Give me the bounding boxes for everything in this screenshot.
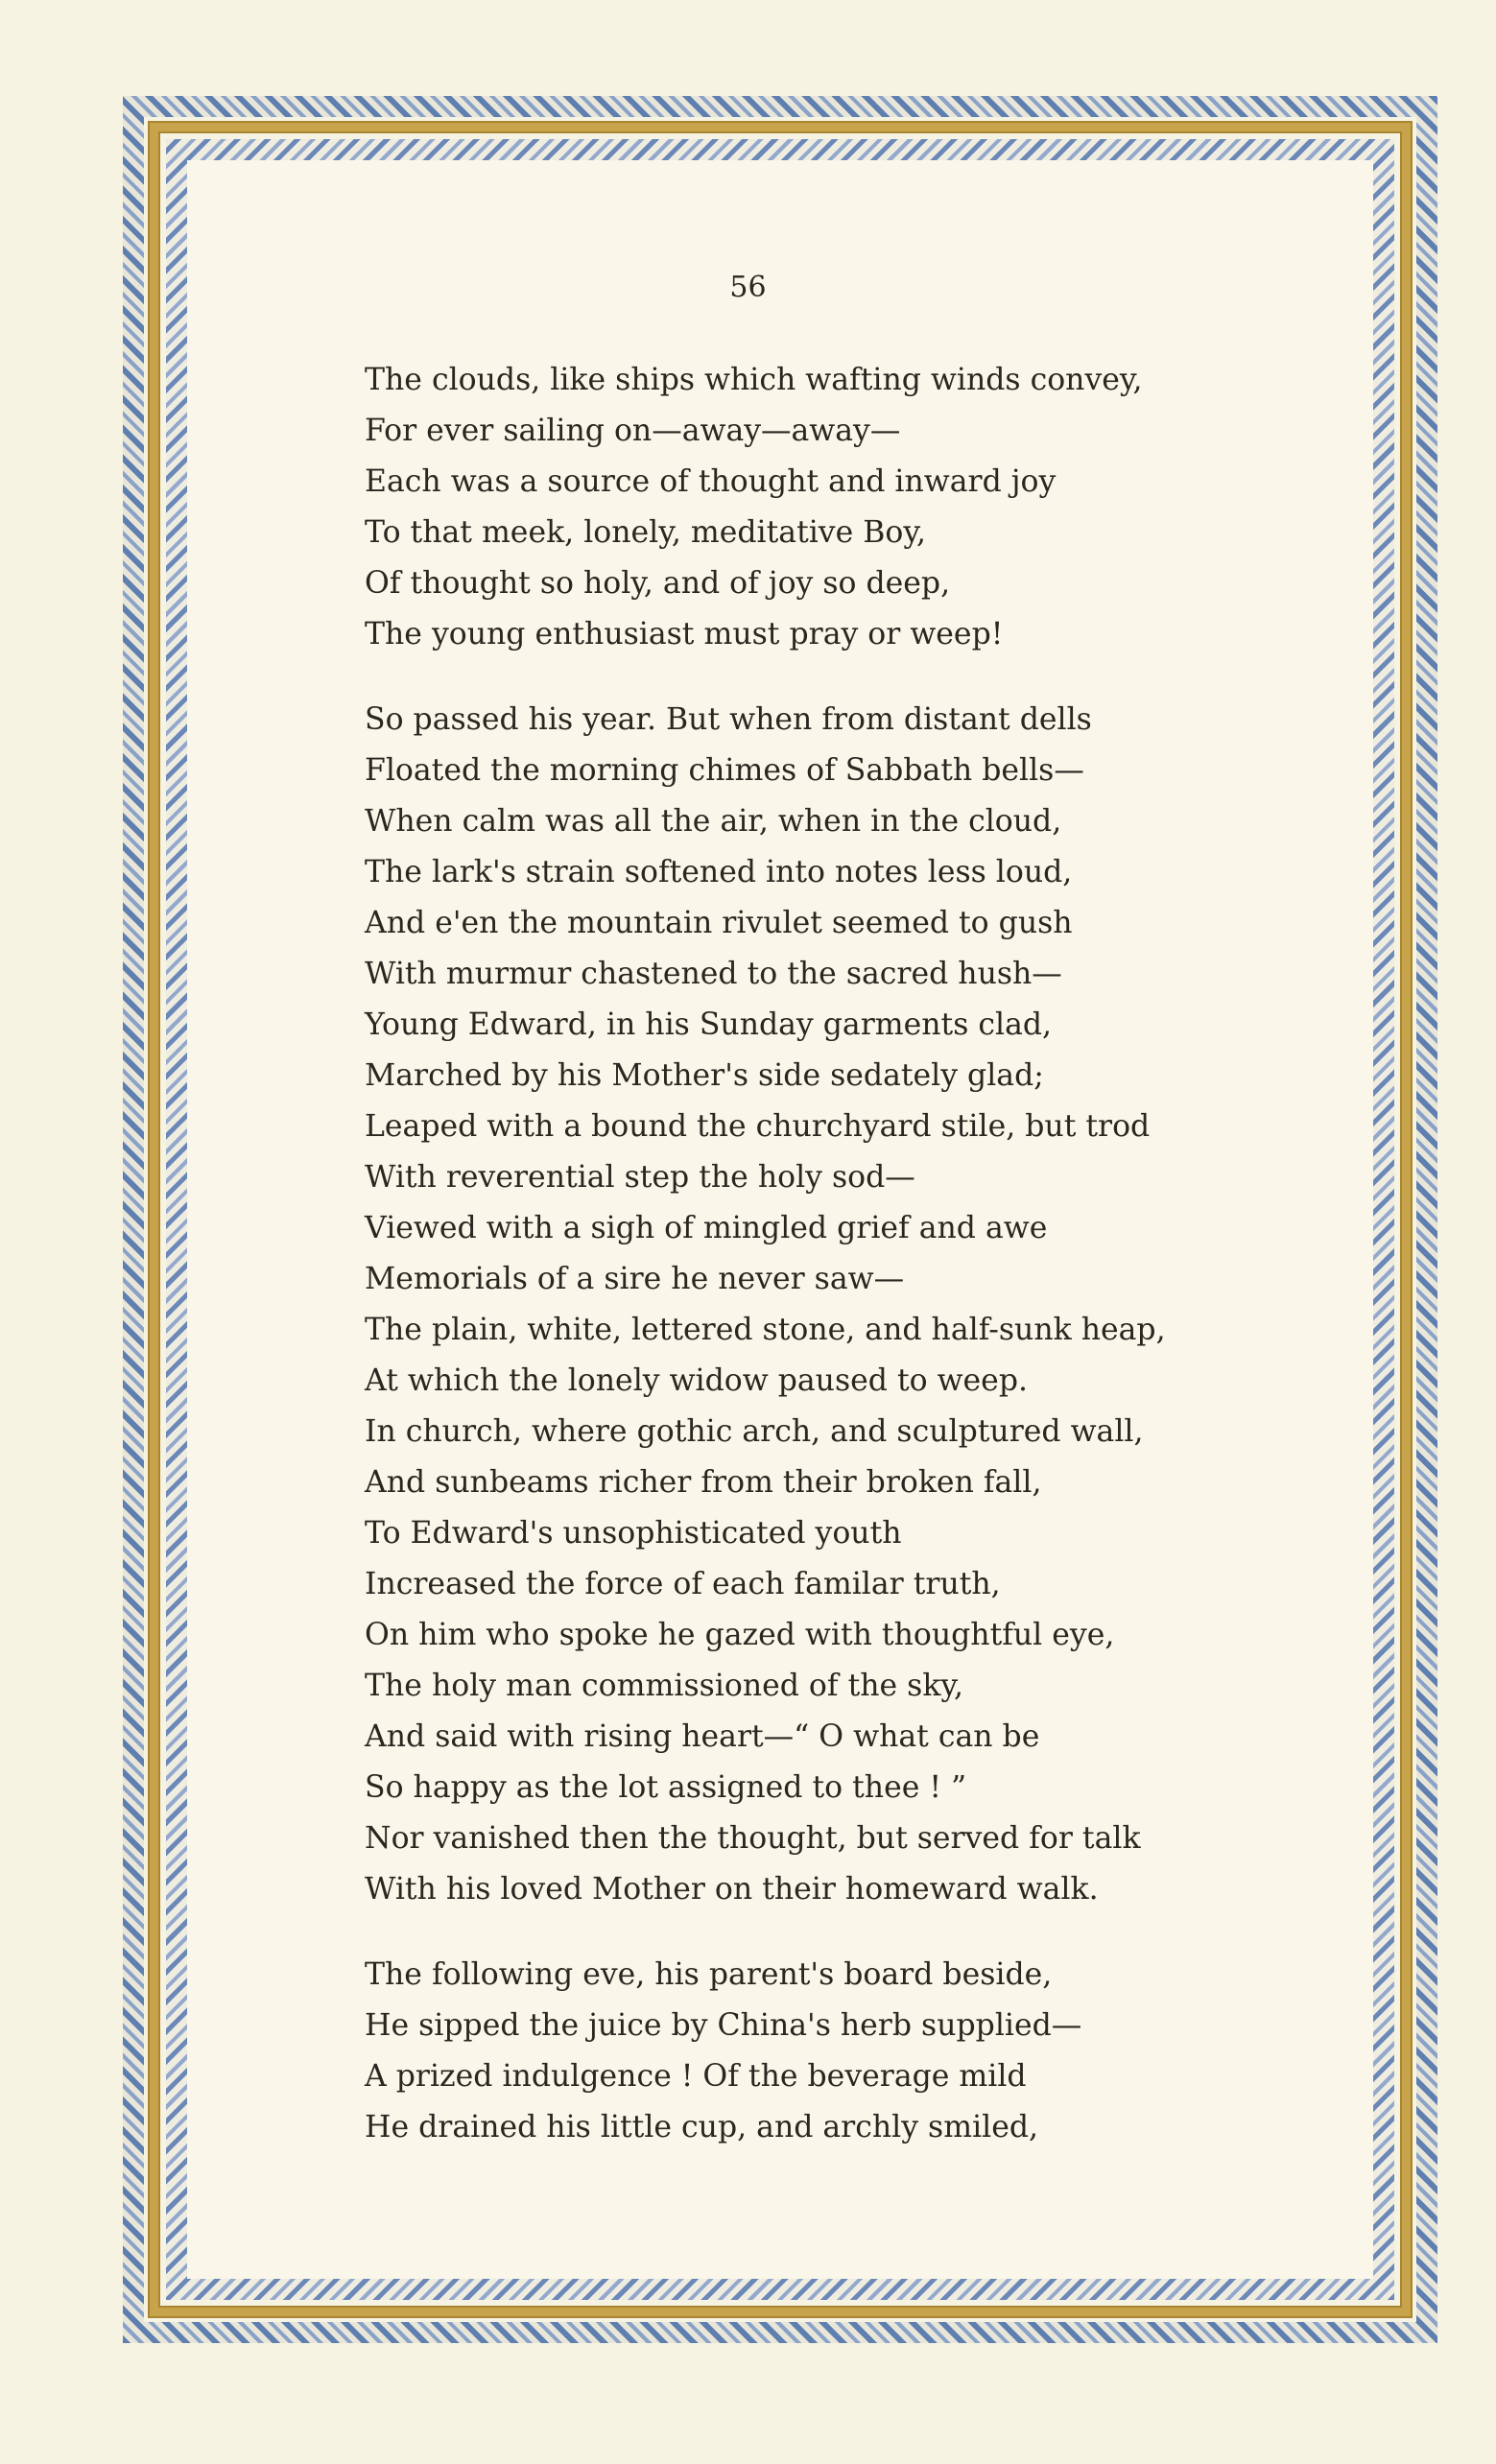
poem-line: The holy man commissioned of the sky, — [365, 1669, 964, 1703]
stanza-1 — [365, 355, 1286, 660]
poem-line: The lark's strain softened into notes less loud, — [365, 855, 1073, 889]
poem-line: Viewed with a sigh of mingled grief and awe — [365, 1211, 1048, 1245]
poem-line: Marched by his Mother's side sedately glad; — [365, 1058, 1044, 1093]
poem-line: Young Edward, in his Sunday garments clad, — [365, 1007, 1053, 1042]
poem-line: Of thought so holy, and of joy so deep, — [365, 566, 951, 601]
poem-line: The following eve, his parent's board beside, — [365, 1957, 1053, 1992]
poem-line: With reverential step the holy sod— — [365, 1160, 915, 1195]
poem-line: The plain, white, lettered stone, and half-sunk heap, — [365, 1313, 1166, 1347]
poem-line: When calm was all the air, when in the cloud, — [365, 804, 1062, 839]
poem-line: He sipped the juice by China's herb supplied— — [365, 2008, 1082, 2043]
poem-line: Memorials of a sire he never saw— — [365, 1262, 905, 1296]
poem-line: The young enthusiast must pray or weep! — [365, 617, 1004, 652]
poem-line: With murmur chastened to the sacred hush— — [365, 957, 1062, 991]
stanza-3 — [365, 1950, 1286, 2153]
poem-line: At which the lonely widow paused to weep. — [365, 1363, 1029, 1398]
poem-line: And said with rising heart—“ O what can be — [365, 1719, 1040, 1754]
poem-line: And sunbeams richer from their broken fall, — [365, 1465, 1042, 1500]
poem-line: Each was a source of thought and inward joy — [365, 464, 1057, 499]
page-number: 56 — [729, 271, 767, 304]
poem-line: So happy as the lot assigned to thee ! ” — [365, 1770, 967, 1805]
poem-line: On him who spoke he gazed with thoughtful eye, — [365, 1618, 1115, 1652]
poem-line: With his loved Mother on their homeward walk. — [365, 1872, 1099, 1907]
poem-line: Increased the force of each familar truth, — [365, 1567, 1001, 1601]
poem-line: The clouds, like ships which wafting winds convey, — [365, 363, 1143, 397]
stanza-2 — [365, 695, 1286, 1915]
poem-line: He drained his little cup, and archly smiled, — [365, 2110, 1039, 2144]
poem-line: In church, where gothic arch, and sculptured wall, — [365, 1414, 1144, 1449]
poem-line: Floated the morning chimes of Sabbath bells— — [365, 753, 1084, 788]
poem-line: Leaped with a bound the churchyard stile, but trod — [365, 1109, 1151, 1144]
poem-line: To Edward's unsophisticated youth — [365, 1516, 902, 1551]
poem-text — [365, 355, 1286, 2188]
poem-line: And e'en the mountain rivulet seemed to gush — [365, 906, 1073, 940]
poem-line: For ever sailing on—away—away— — [365, 414, 901, 448]
poem-line: Nor vanished then the thought, but served for talk — [365, 1821, 1141, 1856]
poem-line: To that meek, lonely, meditative Boy, — [365, 515, 926, 550]
poem-line: So passed his year. But when from distant dells — [365, 702, 1092, 737]
poem-line: A prized indulgence ! Of the beverage mild — [365, 2059, 1027, 2094]
